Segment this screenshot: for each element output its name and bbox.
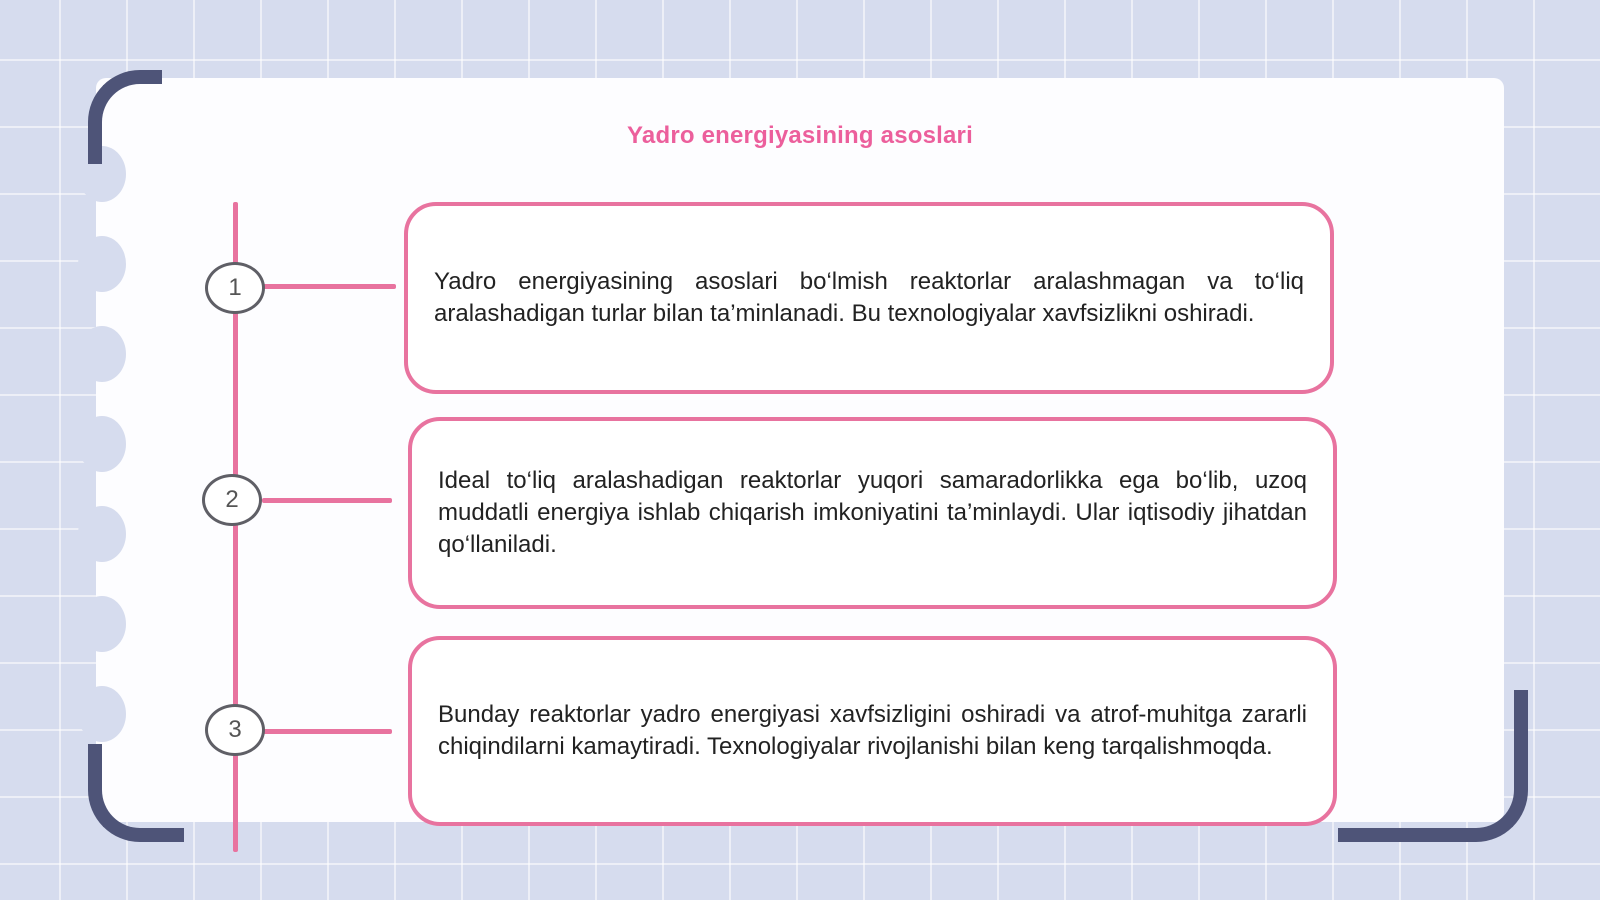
corner-bracket-bottom-right [1338,690,1528,842]
sheet-scallop [78,236,126,292]
card-text: Bunday reaktorlar yadro energiyasi xavfsizligini oshiradi va atrof-muhitga zararli chiqindilarni kamaytiradi. Texnologiyalar rivojlanishi bilan keng tarqalishmoqda. [438,701,1307,760]
corner-bracket-bottom-left [88,744,184,842]
sheet-scallop [78,686,126,742]
text-card-3 [408,636,1337,826]
step-number-1: 1 [205,262,265,314]
card-text: Yadro energiyasining asoslari bo‘lmish reaktorlar aralashmagan va to‘liq aralashadigan turlar bilan ta’minlanadi. Bu texnologiyalar xavfsizlikni oshiradi. [434,268,1304,327]
timeline-connector [262,498,392,503]
sheet-scallop [78,326,126,382]
slide-title: Yadro energiyasining asoslari [627,122,973,149]
text-card-1 [404,202,1334,394]
step-number-2: 2 [202,474,262,526]
timeline-connector [262,284,396,289]
text-card-2 [408,417,1337,609]
timeline-connector [262,729,392,734]
sheet-scallop [78,596,126,652]
sheet-scallop [78,506,126,562]
step-number-3: 3 [205,704,265,756]
sheet-scallop [78,416,126,472]
card-text: Ideal to‘liq aralashadigan reaktorlar yuqori samaradorlikka ega bo‘lib, uzoq muddatli energiya ishlab chiqarish imkoniyatini ta’minlaydi. Ular iqtisodiy jihatdan qo‘llaniladi. [438,467,1307,558]
